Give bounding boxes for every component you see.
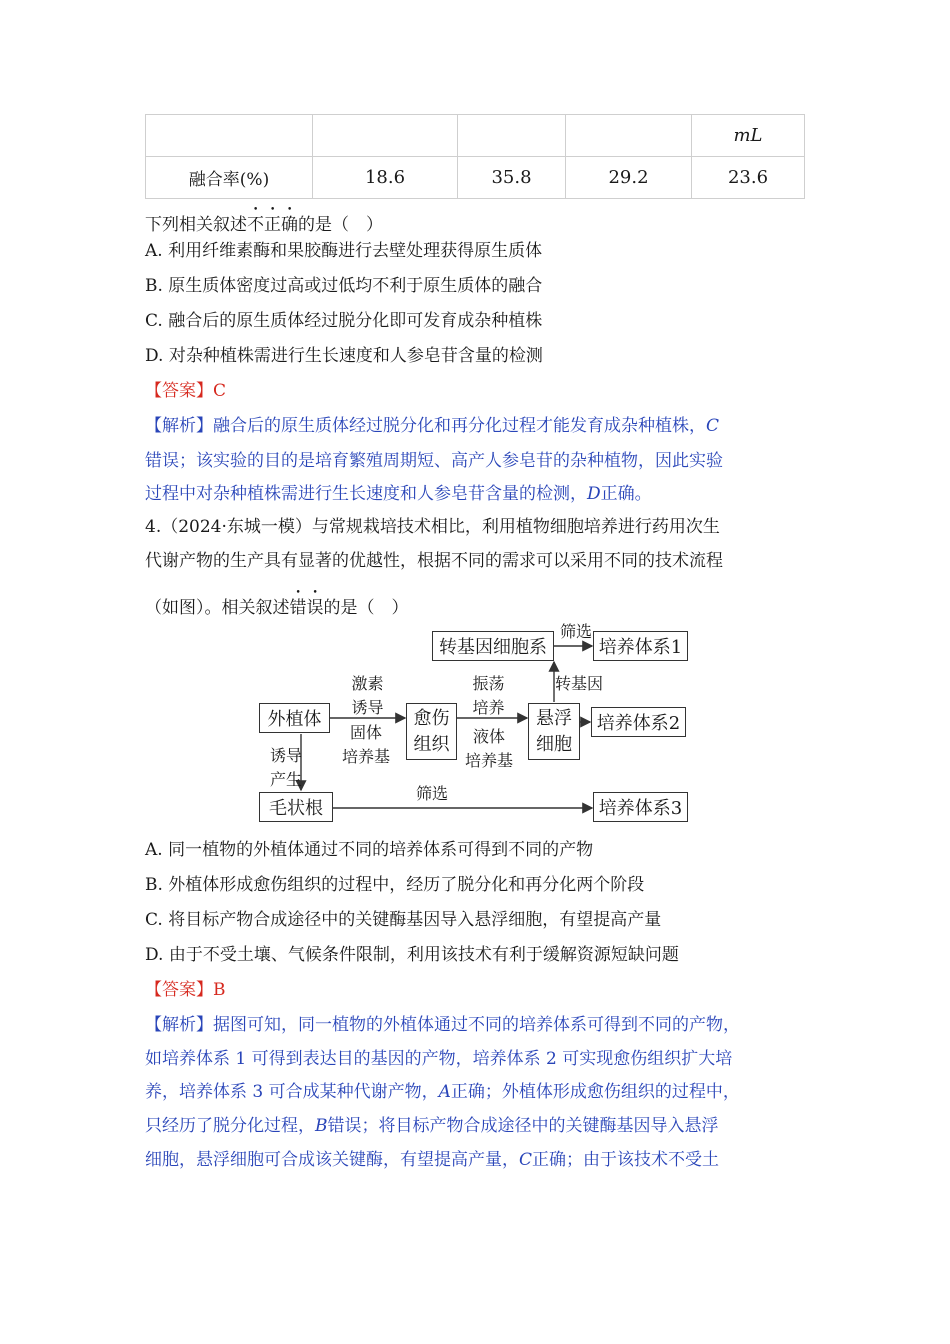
table-cell-header: 融合率(%) bbox=[146, 157, 313, 199]
label-transgene: 转基因 bbox=[554, 674, 603, 693]
table-cell: 29.2 bbox=[566, 157, 692, 199]
explant-box: 外植体 bbox=[259, 703, 330, 733]
table-cell: 18.6 bbox=[313, 157, 458, 199]
suspension-cell-box: 悬浮 细胞 bbox=[528, 703, 580, 760]
q3-answer: 【答案】C bbox=[145, 381, 227, 401]
q4-explanation-line: 如培养体系 1 可得到表达目的基因的产物，培养体系 2 可实现愈伤组织扩大培 bbox=[145, 1049, 733, 1069]
q3-explanation-line: 过程中对杂种植株需进行生长速度和人参皂苷含量的检测，D正确。 bbox=[145, 484, 652, 504]
q4-option-a: A. 同一植物的外植体通过不同的培养体系可得到不同的产物 bbox=[145, 840, 594, 860]
q4-stem: 4.（2024·东城一模）与常规栽培技术相比，利用植物细胞培养进行药用次生 bbox=[145, 517, 720, 537]
q3-option-c: C. 融合后的原生质体经过脱分化即可发育成杂种植株 bbox=[145, 311, 543, 331]
q3-explanation-line: 【解析】融合后的原生质体经过脱分化和再分化过程才能发育成杂种植株，C bbox=[145, 416, 720, 436]
label-screening: 筛选 bbox=[415, 784, 448, 803]
label-liquid-medium: 液体 培养基 bbox=[464, 727, 513, 770]
q4-option-b: B. 外植体形成愈伤组织的过程中，经历了脱分化和再分化两个阶段 bbox=[145, 875, 645, 895]
q4-explanation-line: 细胞，悬浮细胞可合成该关键酶，有望提高产量，C正确；由于该技术不受土 bbox=[145, 1150, 720, 1170]
culture-system-3-box: 培养体系3 bbox=[593, 792, 688, 822]
emphasis-text: 错误 bbox=[289, 598, 324, 618]
label-induced-production: 诱导 产生 bbox=[269, 746, 302, 789]
q4-option-d: D. 由于不受土壤、气候条件限制，利用该技术有利于缓解资源短缺问题 bbox=[145, 945, 679, 965]
q3-stem: 下列相关叙述不正确的是（ ） bbox=[145, 215, 383, 235]
label-shake-culture: 振荡 培养 bbox=[472, 674, 505, 717]
q3-explanation-line: 错误；该实验的目的是培育繁殖周期短、高产人参皂苷的杂种植物，因此实验 bbox=[145, 451, 723, 471]
q4-explanation-line: 【解析】据图可知，同一植物的外植体通过不同的培养体系可得到不同的产物， bbox=[145, 1015, 740, 1035]
q4-stem: （如图）。相关叙述错误的是（ ） bbox=[145, 598, 409, 618]
table-cell: 35.8 bbox=[458, 157, 566, 199]
q3-option-b: B. 原生质体密度过高或过低均不利于原生质体的融合 bbox=[145, 276, 543, 296]
table-cell-unit: mL bbox=[692, 115, 805, 157]
label-solid-medium: 固体 培养基 bbox=[341, 723, 390, 766]
q4-explanation-line: 只经历了脱分化过程，B错误；将目标产物合成途径中的关键酶基因导入悬浮 bbox=[145, 1116, 719, 1136]
culture-system-1-box: 培养体系1 bbox=[593, 631, 688, 661]
q3-option-a: A. 利用纤维素酶和果胶酶进行去壁处理获得原生质体 bbox=[145, 241, 543, 261]
label-hormone-induction: 激素 诱导 bbox=[351, 674, 384, 717]
label-screening: 筛选 bbox=[559, 622, 592, 641]
callus-box: 愈伤 组织 bbox=[406, 703, 457, 760]
culture-system-2-box: 培养体系2 bbox=[591, 707, 686, 737]
hairy-root-box: 毛状根 bbox=[259, 792, 333, 822]
q4-answer: 【答案】B bbox=[145, 980, 226, 1000]
q4-explanation-line: 养，培养体系 3 可合成某种代谢产物，A正确；外植体形成愈伤组织的过程中， bbox=[145, 1082, 740, 1102]
q4-stem: 代谢产物的生产具有显著的优越性，根据不同的需求可以采用不同的技术流程 bbox=[145, 551, 723, 571]
table-cell: 23.6 bbox=[692, 157, 805, 199]
transgenic-cell-line-box: 转基因细胞系 bbox=[432, 631, 554, 661]
emphasis-text: 不正确 bbox=[247, 215, 298, 235]
q4-option-c: C. 将目标产物合成途径中的关键酶基因导入悬浮细胞，有望提高产量 bbox=[145, 910, 662, 930]
q3-option-d: D. 对杂种植株需进行生长速度和人参皂苷含量的检测 bbox=[145, 346, 543, 366]
